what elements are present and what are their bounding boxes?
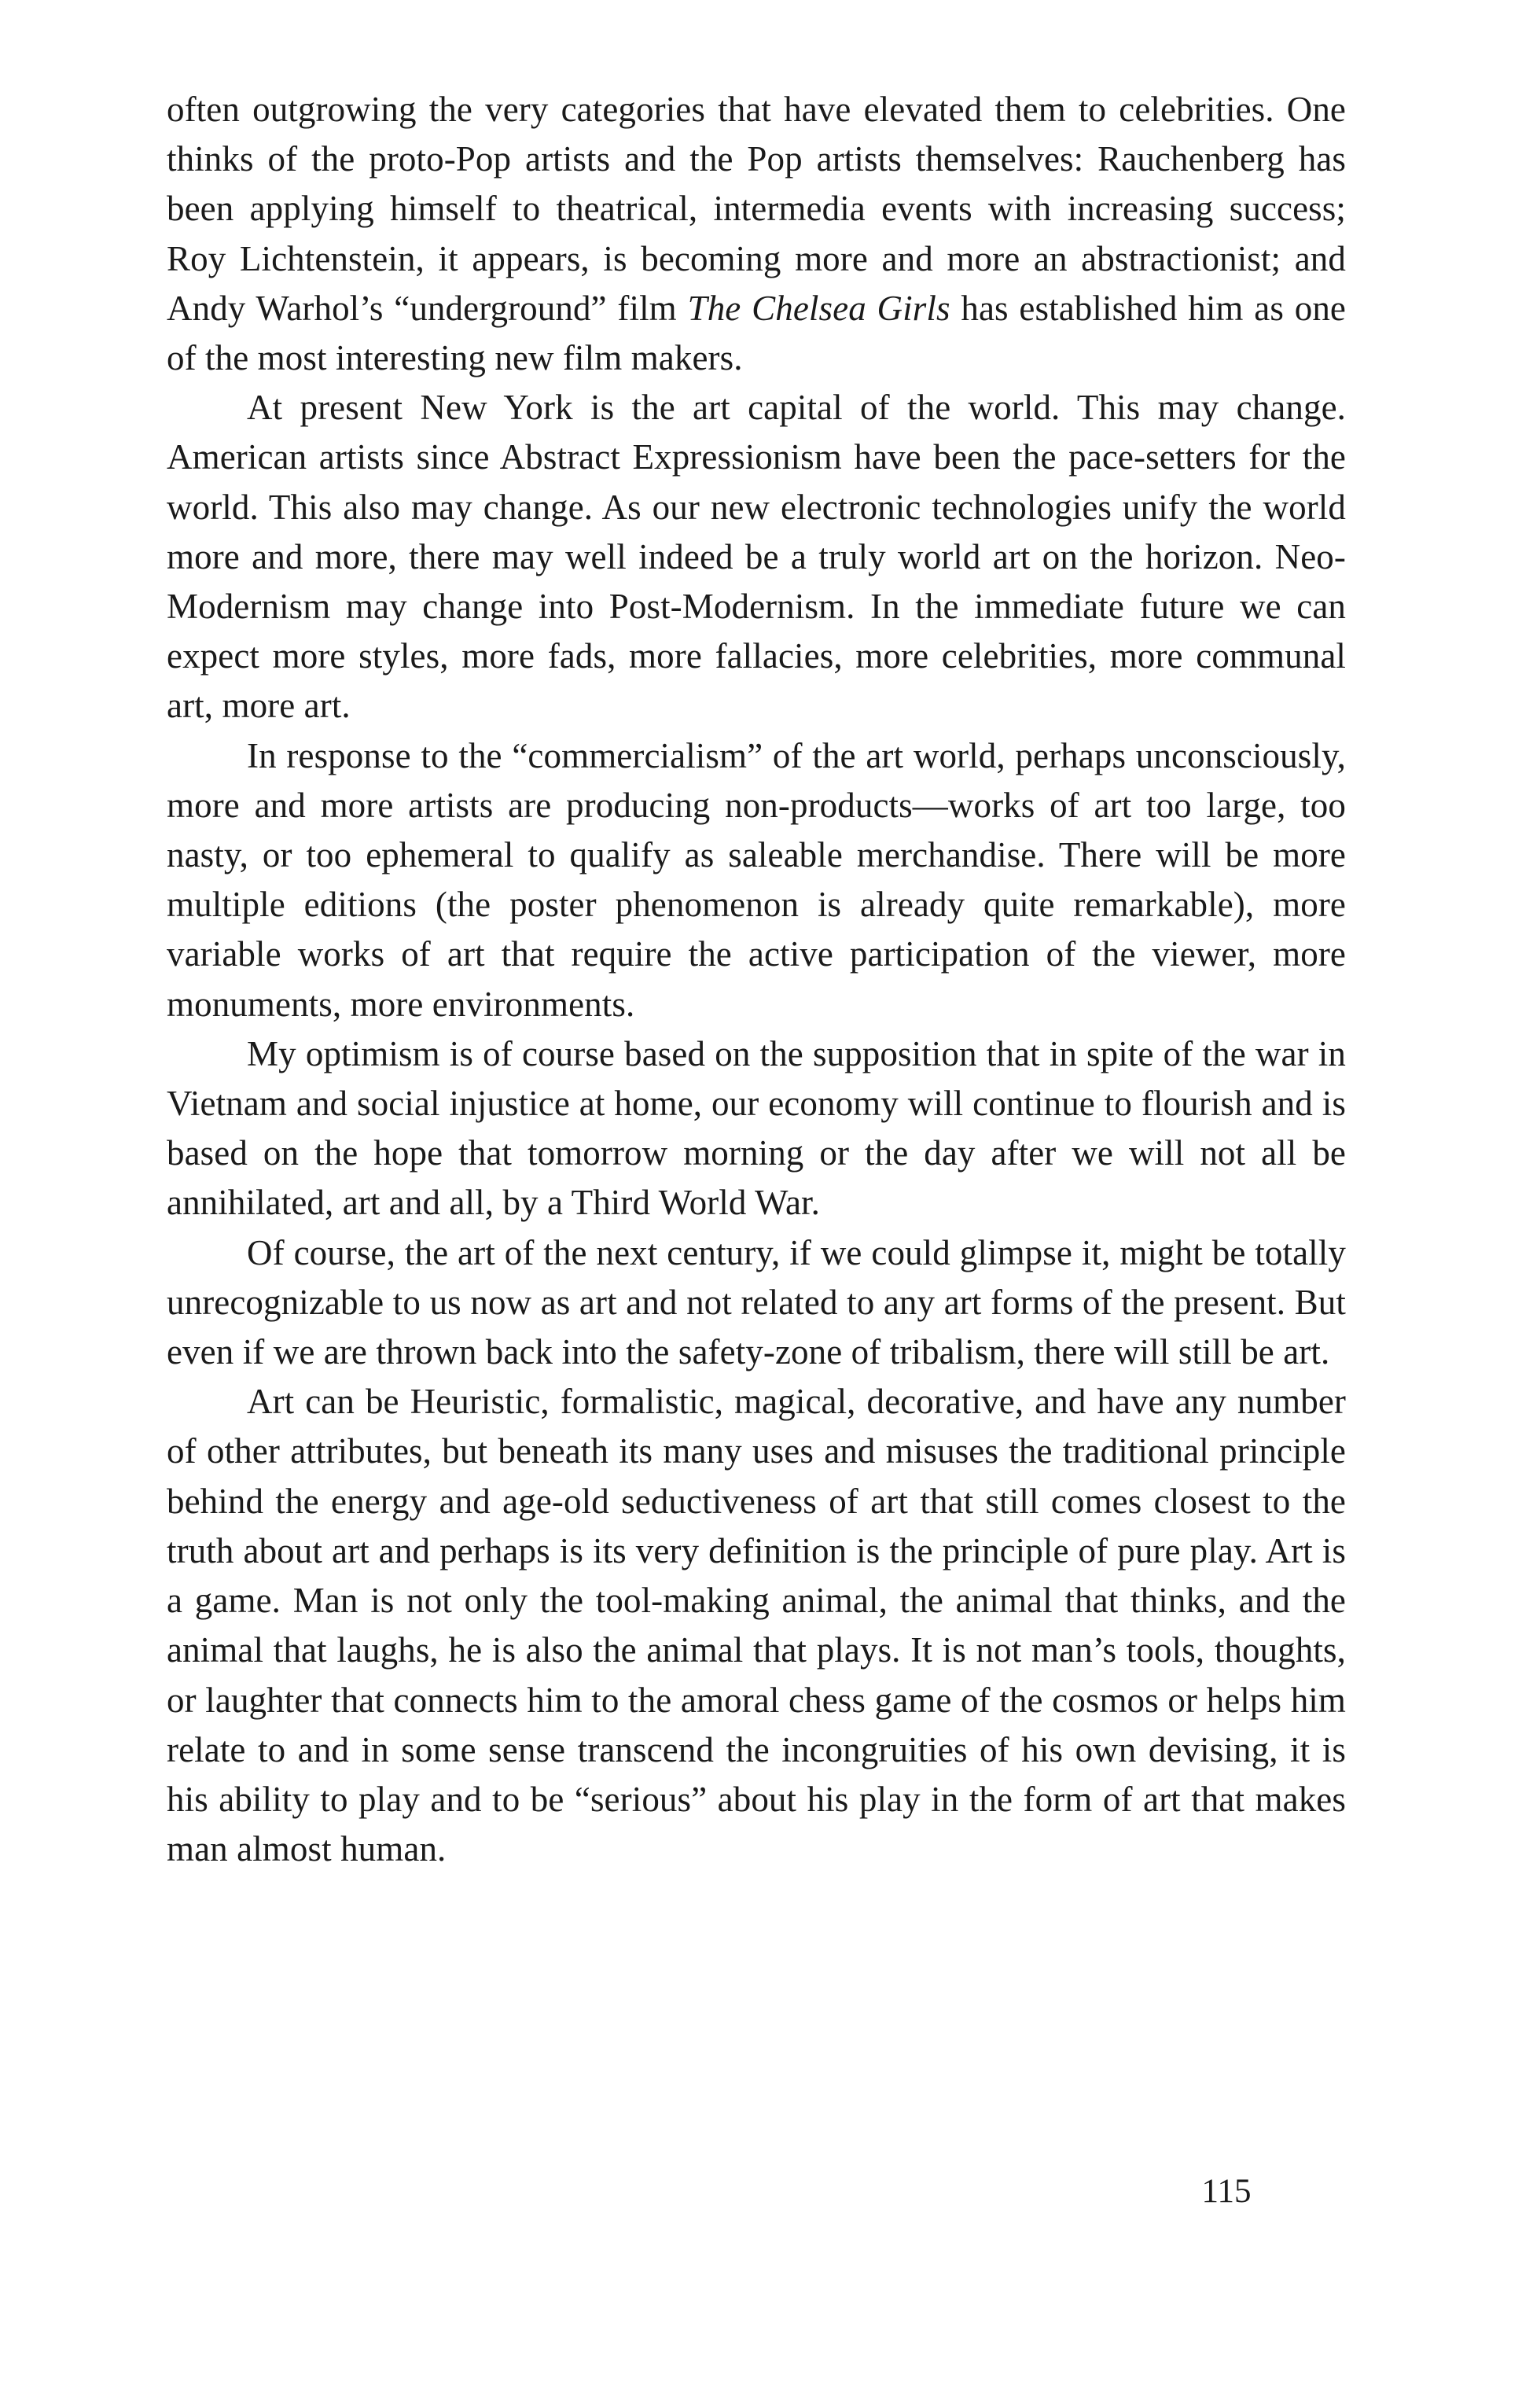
paragraph-1-text-start: often outgrowing the very categories that have elevated them to celebrities. One thinks of the proto-Pop artists and the Pop artists themselves: Rauchenberg has been applying himself to theatrical, intermedia events with increasing success; Roy Lichtenstein, it appears, is becoming more and more an abstractionist; and Andy Warhol’s “underground” film	[167, 90, 1346, 328]
paragraph-commercialism: In response to the “commercialism” of the art world, perhaps unconsciously, more and more artists are producing non-products—works of art too large, too nasty, or too ephemeral to qualify as saleable merchandise. There will be more multiple editions (the poster phenomenon is already quite remarkable), more variable works of art that require the active participation of the viewer, more monuments, more environments.	[167, 735, 1346, 1024]
film-title: The Chelsea Girls	[687, 288, 950, 328]
paragraph-art-capital: At present New York is the art capital of the world. This may change. American artists since Abstract Expressionism have been the pace-setters for the world. This also may change. As our new electronic technologies unify the world more and more, there may well indeed be a truly world art on the horizon. Neo-Modernism may change into Post-Modernism. In the immediate future we can expect more styles, more fads, more fallacies, more celebrities, more communal art, more art.	[167, 388, 1346, 726]
body-text	[167, 85, 1346, 1874]
paragraph-optimism: My optimism is of course based on the supposition that in spite of the war in Vietnam and social injustice at home, our economy will continue to flourish and is based on the hope that tomorrow morning or the day after we will not all be annihilated, art and all, by a Third World War.	[167, 1033, 1346, 1223]
paragraph-continued	[167, 85, 1346, 383]
paragraph-next-century: Of course, the art of the next century, if we could glimpse it, might be totally unrecognizable to us now as art and not related to any art forms of the present. But even if we are thrown back into the safety-zone of tribalism, there will still be art.	[167, 1232, 1346, 1372]
page-number: 115	[1201, 2173, 1252, 2210]
paragraph-pure-play: Art can be Heuristic, formalistic, magical, decorative, and have any number of other attributes, but beneath its many uses and misuses the traditional principle behind the energy and age-old seductiveness of art that still comes closest to the truth about art and perhaps is its very definition is the principle of pure play. Art is a game. Man is not only the tool-making animal, the animal that thinks, and the animal that laughs, he is also the animal that plays. It is not man’s tools, thoughts, or laughter that connects him to the amoral chess game of the cosmos or helps him relate to and in some sense transcend the incongruities of his own devising, it is his ability to play and to be “serious” about his play in the form of art that makes man almost human.	[167, 1382, 1346, 1869]
paragraph-1-text-end: has established him as one of the most interesting new film makers.	[167, 288, 1347, 378]
